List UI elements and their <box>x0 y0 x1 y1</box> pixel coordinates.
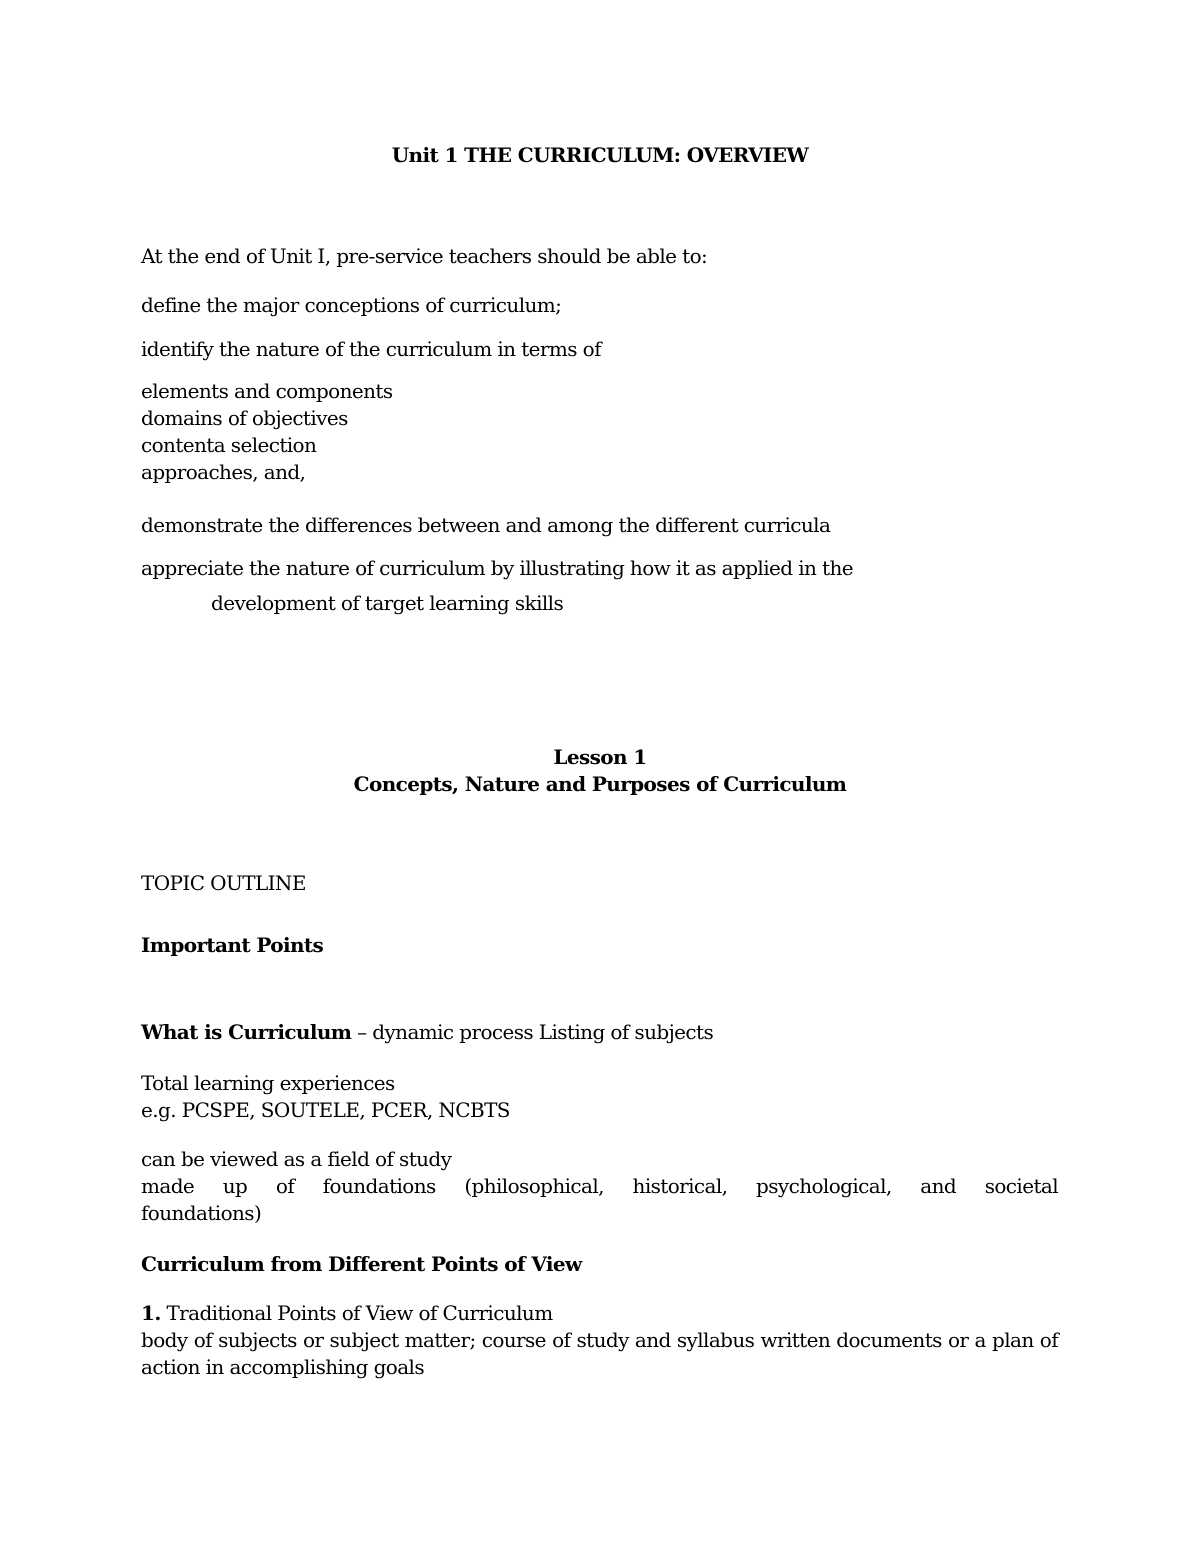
experiences-line-2: e.g. PCSPE, SOUTELE, PCER, NCBTS <box>141 1098 510 1122</box>
objective-item-3: demonstrate the differences between and among the different curricula <box>141 513 831 537</box>
lesson-title: Concepts, Nature and Purposes of Curriculum <box>353 772 847 796</box>
objective-item-1: define the major conceptions of curriculum; <box>141 293 562 317</box>
field-line-2: made up of foundations (philosophical, historical, psychological, and societal <box>141 1174 1058 1198</box>
objectives-intro: At the end of Unit I, pre-service teachers should be able to: <box>141 244 708 268</box>
objective-item-2: identify the nature of the curriculum in terms of <box>141 337 601 361</box>
points-of-view-heading: Curriculum from Different Points of View <box>141 1252 582 1276</box>
objective-item-4-line-2: development of target learning skills <box>211 591 564 615</box>
objective-sub-item: approaches, and, <box>141 460 306 484</box>
traditional-heading <box>141 1300 553 1327</box>
objective-sub-item: elements and components <box>141 379 393 403</box>
objective-item-4-line-1: appreciate the nature of curriculum by illustrating how it as applied in the <box>141 556 853 580</box>
what-is-curriculum-definition: – dynamic process Listing of subjects <box>351 1020 714 1044</box>
what-is-curriculum-line <box>141 1019 713 1046</box>
objective-sub-item: domains of objectives <box>141 406 348 430</box>
what-is-curriculum-term: What is Curriculum <box>141 1020 352 1044</box>
field-line-1: can be viewed as a field of study <box>141 1147 452 1171</box>
traditional-title: Traditional Points of View of Curriculum <box>160 1301 553 1325</box>
lesson-number: Lesson 1 <box>553 745 647 769</box>
experiences-line-1: Total learning experiences <box>141 1071 395 1095</box>
field-line-3: foundations) <box>141 1201 262 1225</box>
traditional-body: body of subjects or subject matter; course of study and syllabus written documents or a plan of action in accomplishing goals <box>141 1328 1058 1379</box>
traditional-number: 1. <box>141 1301 161 1325</box>
topic-outline-heading: TOPIC OUTLINE <box>141 871 306 895</box>
important-points-heading: Important Points <box>141 933 324 957</box>
unit-title: Unit 1 THE CURRICULUM: OVERVIEW <box>391 143 809 167</box>
objective-sub-item: contenta selection <box>141 433 317 457</box>
